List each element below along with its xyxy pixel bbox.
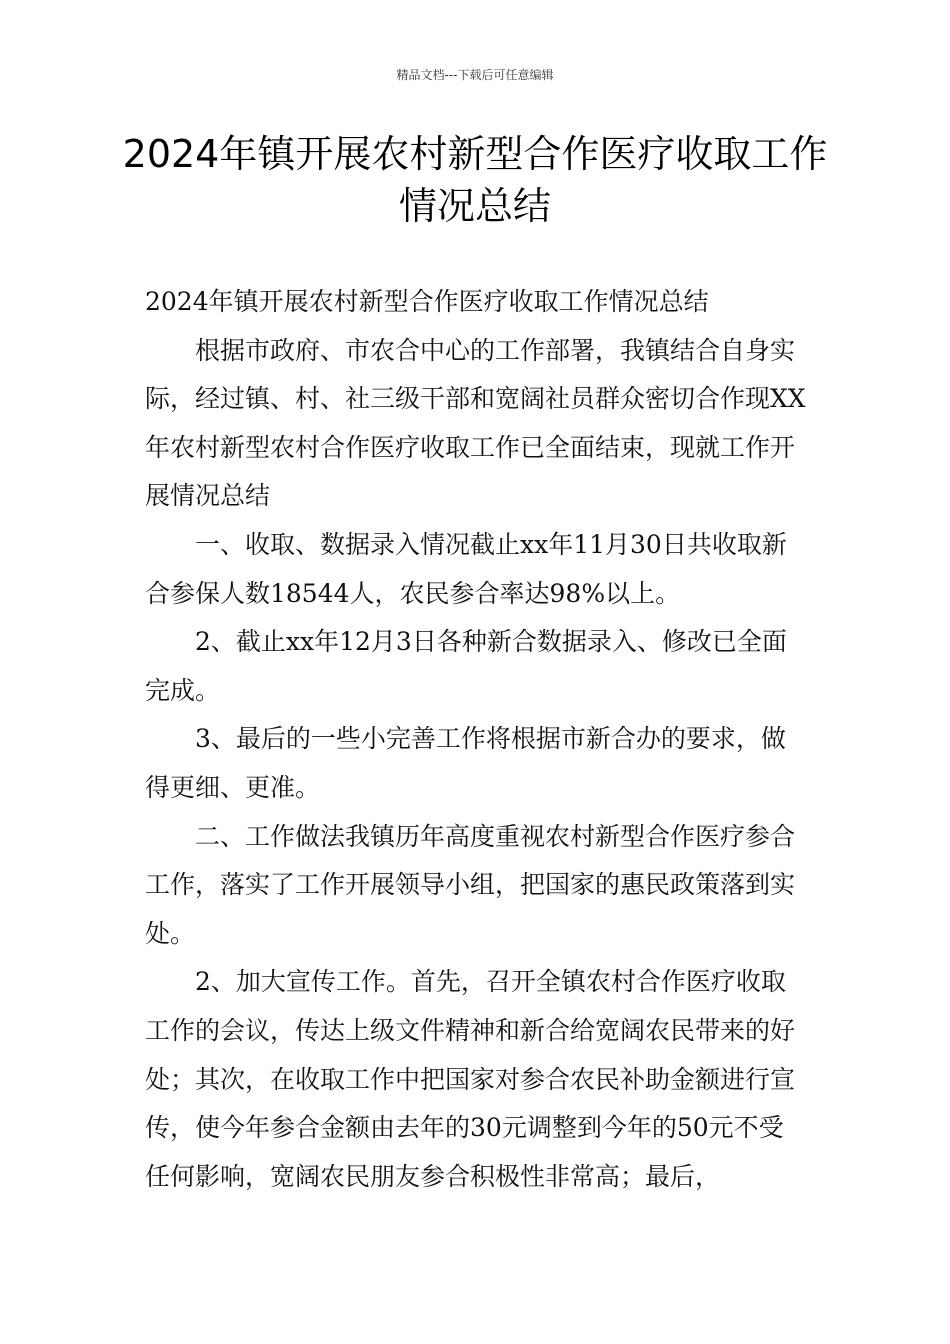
document-body [145, 278, 807, 1201]
body-paragraph: 一、收取、数据录入情况截止xx年11月30日共收取新合参保人数18544人，农民参合率达98%以上。 [145, 529, 787, 608]
body-paragraph: 3、最后的一些小完善工作将根据市新合办的要求，做得更细、更准。 [145, 724, 786, 802]
body-paragraph-subtitle: 2024年镇开展农村新型合作医疗收取工作情况总结 [145, 287, 709, 316]
body-paragraph: 2、截止xx年12月3日各种新合数据录入、修改已全面完成。 [145, 627, 787, 705]
document-title: 2024年镇开展农村新型合作医疗收取工作情况总结 [122, 132, 828, 228]
header-note: 精品文档---下载后可任意编辑 [396, 68, 554, 82]
body-paragraph: 二、工作做法我镇历年高度重视农村新型合作医疗参合工作，落实了工作开展领导小组，把国家的惠民政策落到实处。 [145, 821, 796, 948]
body-paragraph: 2、加大宣传工作。首先，召开全镇农村合作医疗收取工作的会议，传达上级文件精神和新合给宽阔农民带来的好处；其次，在收取工作中把国家对参合农民补助金额进行宣传，使今年参合金额由去年的30元调整到今年的50元不受任何影响，宽阔农民朋友参合积极性非常高；最后， [145, 967, 796, 1191]
body-paragraph: 根据市政府、市农合中心的工作部署，我镇结合自身实际，经过镇、村、社三级干部和宽阔社员群众密切合作现XX年农村新型农村合作医疗收取工作已全面结束，现就工作开展情况总结 [145, 335, 806, 511]
